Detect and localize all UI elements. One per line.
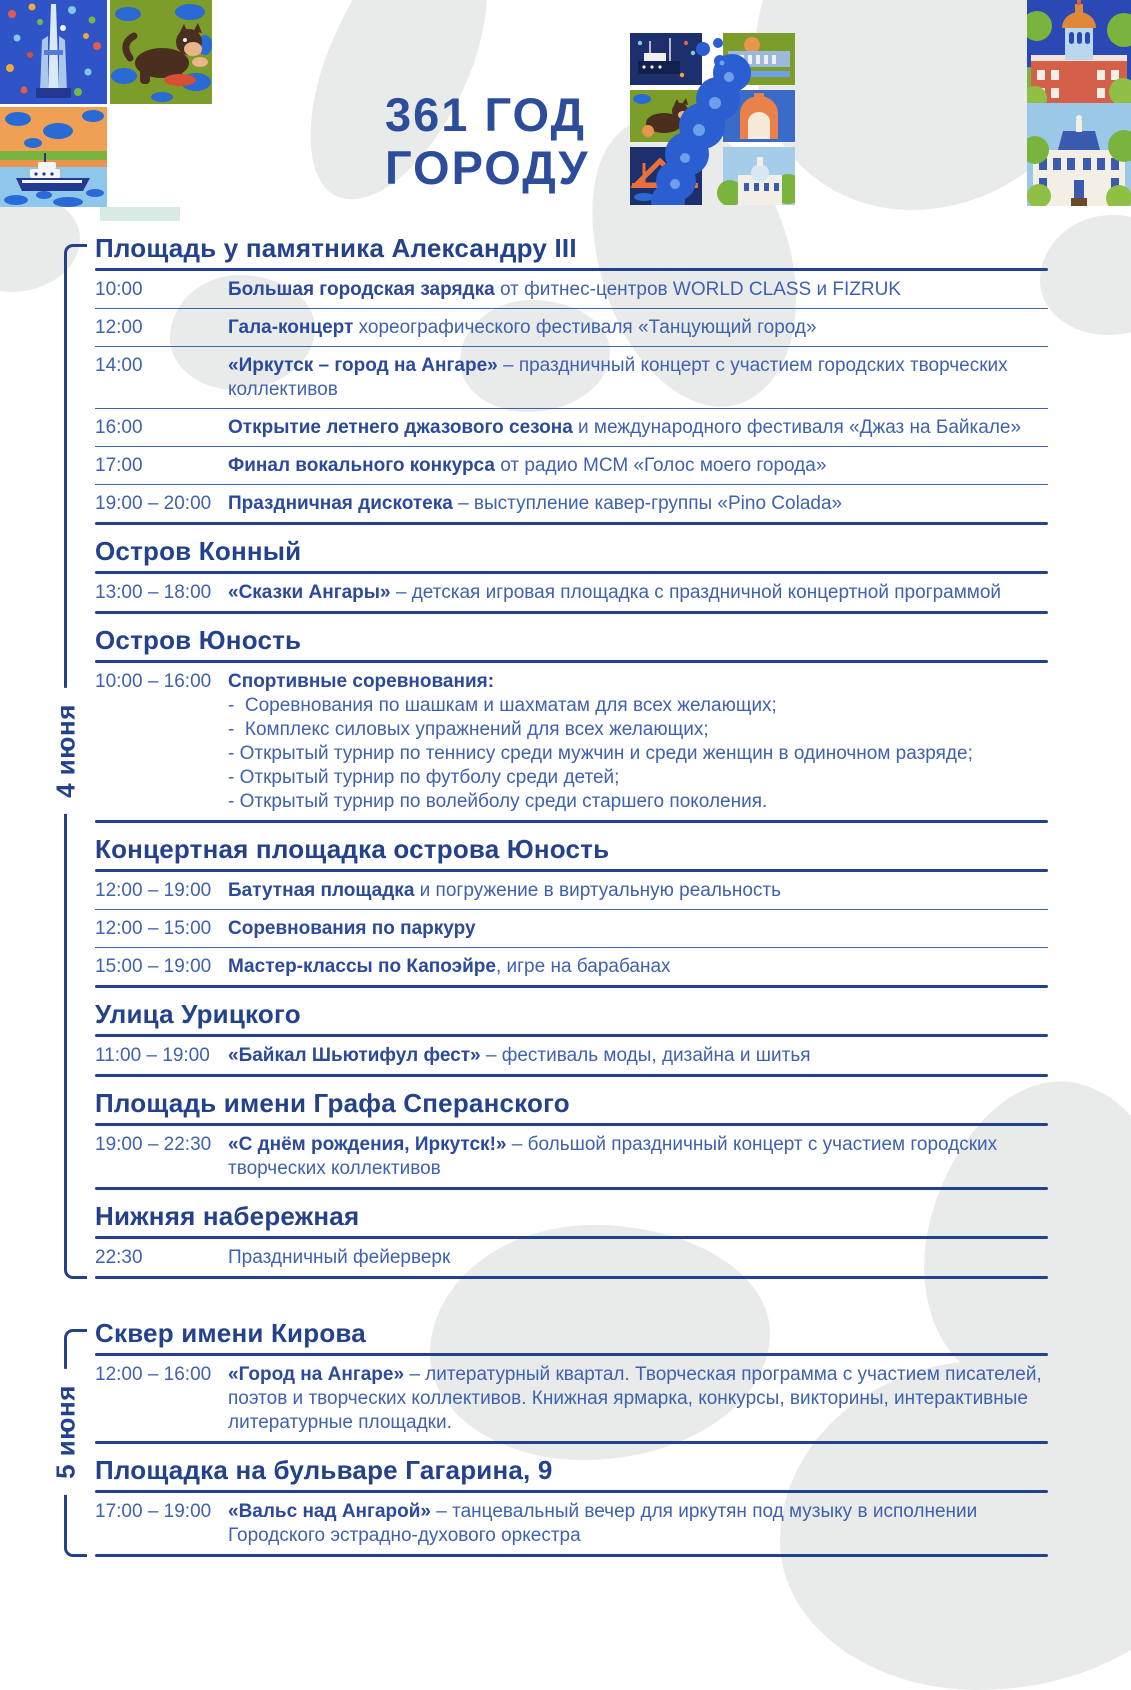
event-description: хореографического фестиваля «Танцующий город» bbox=[353, 316, 817, 338]
event-description: от радио МСМ «Голос моего города» bbox=[494, 454, 827, 476]
event-text bbox=[228, 416, 1048, 440]
event-row bbox=[95, 485, 1048, 522]
river-city-collage-illustration bbox=[630, 33, 795, 205]
header bbox=[0, 0, 1131, 222]
event-text bbox=[228, 278, 1048, 302]
event-row bbox=[95, 1239, 1048, 1276]
fireworks-monument-illustration bbox=[0, 0, 107, 104]
event-text bbox=[228, 581, 1048, 605]
background-blob bbox=[1040, 215, 1131, 335]
poster-title-line2: ГОРОДУ bbox=[385, 141, 590, 194]
event-description: – литературный квартал. Творческая программа с участием писателей, поэтов и творческих коллективов. Книжная ярмарка, конкурсы, викторины, интерактивные литературные площадки. bbox=[228, 1363, 1042, 1433]
event-row bbox=[95, 1037, 1048, 1074]
event-row bbox=[95, 574, 1048, 611]
poster-title-line1: 361 ГОД bbox=[385, 88, 586, 141]
event-name: Гала-концерт bbox=[228, 316, 354, 338]
program bbox=[50, 222, 1048, 1557]
event-text bbox=[228, 1133, 1048, 1181]
event-time: 17:00 – 19:00 bbox=[95, 1500, 212, 1522]
event-time: 11:00 – 19:00 bbox=[95, 1044, 210, 1066]
illustration-left-collage bbox=[0, 0, 215, 210]
event-row bbox=[95, 663, 1048, 820]
event-row bbox=[95, 872, 1048, 909]
venue-title: Нижняя набережная bbox=[95, 1201, 360, 1231]
event-description: – фестиваль моды, дизайна и шитья bbox=[480, 1044, 811, 1066]
event-row bbox=[95, 271, 1048, 308]
event-time: 14:00 bbox=[95, 354, 143, 376]
event-description: – праздничный концерт с участием городских творческих коллективов bbox=[228, 354, 1008, 400]
day-block bbox=[50, 222, 1048, 1279]
event-description: , игре на барабанах bbox=[495, 955, 671, 977]
event-text bbox=[228, 1246, 1048, 1270]
venue-title: Площадь у памятника Александру III bbox=[95, 233, 577, 263]
event-name: «Байкал Шьютифул фест» bbox=[228, 1044, 481, 1066]
event-text bbox=[228, 1500, 1048, 1548]
event-description: Праздничный фейерверк bbox=[228, 1246, 451, 1268]
event-time: 12:00 – 15:00 bbox=[95, 917, 212, 939]
event-name: «Сказки Ангары» bbox=[228, 581, 391, 603]
event-time: 10:00 – 16:00 bbox=[95, 670, 212, 692]
venue-section bbox=[95, 988, 1048, 1077]
event-row bbox=[95, 1126, 1048, 1187]
venue-title: Площадка на бульваре Гагарина, 9 bbox=[95, 1455, 553, 1485]
venue-title: Площадь имени Графа Сперанского bbox=[95, 1088, 570, 1118]
day-label: 4 июня bbox=[45, 688, 88, 814]
poster-title bbox=[385, 88, 590, 194]
event-row bbox=[95, 1356, 1048, 1441]
event-detail-list bbox=[228, 694, 1048, 814]
event-time: 12:00 – 19:00 bbox=[95, 879, 212, 901]
event-name: «С днём рождения, Иркутск!» bbox=[228, 1133, 507, 1155]
event-time: 13:00 – 18:00 bbox=[95, 581, 212, 603]
day-block bbox=[50, 1307, 1048, 1557]
venue-section bbox=[95, 1307, 1048, 1444]
event-time: 17:00 bbox=[95, 454, 143, 476]
venue-section bbox=[95, 525, 1048, 614]
event-detail-item: - Комплекс силовых упражнений для всех желающих; bbox=[228, 718, 709, 740]
event-name: Финал вокального конкурса bbox=[228, 454, 495, 476]
event-time: 19:00 – 22:30 bbox=[95, 1133, 212, 1155]
event-name: Большая городская зарядка bbox=[228, 278, 495, 300]
event-time: 22:30 bbox=[95, 1246, 143, 1268]
event-text bbox=[228, 316, 1048, 340]
event-name: Соревнования по паркуру bbox=[228, 917, 476, 939]
event-row bbox=[95, 447, 1048, 484]
event-time: 10:00 bbox=[95, 278, 143, 300]
event-description: и международного фестиваля «Джаз на Байкале» bbox=[572, 416, 1022, 438]
event-row bbox=[95, 1493, 1048, 1554]
venue-section bbox=[95, 1190, 1048, 1279]
event-description: – выступление кавер-группы «Pino Colada» bbox=[452, 492, 843, 514]
venue-title: Остров Конный bbox=[95, 536, 302, 566]
event-row bbox=[95, 309, 1048, 346]
event-row bbox=[95, 910, 1048, 947]
event-name: Праздничная дискотека bbox=[228, 492, 453, 514]
event-description: от фитнес-центров WORLD CLASS и FIZRUK bbox=[494, 278, 901, 300]
venue-title: Улица Урицкого bbox=[95, 999, 301, 1029]
venue-section bbox=[95, 823, 1048, 988]
venue-title: Концертная площадка острова Юность bbox=[95, 834, 610, 864]
event-description: – танцевальный вечер для иркутян под музыку в исполнении Городского эстрадно-духового оркестра bbox=[228, 1500, 978, 1546]
event-name: «Город на Ангаре» bbox=[228, 1363, 405, 1385]
event-detail-item: - Открытый турнир по волейболу среди старшего поколения. bbox=[228, 790, 768, 812]
event-detail-item: - Открытый турнир по футболу среди детей; bbox=[228, 766, 620, 788]
divider-thick bbox=[95, 1554, 1048, 1557]
event-name: Открытие летнего джазового сезона bbox=[228, 416, 573, 438]
event-text bbox=[228, 879, 1048, 903]
event-text bbox=[228, 1363, 1048, 1435]
venue-section bbox=[95, 1444, 1048, 1557]
event-text bbox=[228, 492, 1048, 516]
event-text bbox=[228, 354, 1048, 402]
venue-section bbox=[95, 614, 1048, 823]
divider-thick bbox=[95, 1276, 1048, 1279]
event-row bbox=[95, 409, 1048, 446]
event-row bbox=[95, 347, 1048, 408]
event-detail-item: - Открытый турнир по теннису среди мужчин и среди женщин в одиночном разряде; bbox=[228, 742, 973, 764]
day-label: 5 июня bbox=[45, 1369, 88, 1495]
event-name: «Вальс над Ангарой» bbox=[228, 1500, 431, 1522]
venue-section bbox=[95, 222, 1048, 525]
event-text bbox=[228, 917, 1048, 941]
event-row bbox=[95, 948, 1048, 985]
river-ship-illustration bbox=[0, 107, 107, 207]
event-time: 16:00 bbox=[95, 416, 143, 438]
venue-title: Остров Юность bbox=[95, 625, 302, 655]
event-detail-item: - Соревнования по шашкам и шахматам для всех желающих; bbox=[228, 694, 777, 716]
event-name: «Иркутск – город на Ангаре» bbox=[228, 354, 498, 376]
mint-strip-decor bbox=[100, 207, 180, 221]
event-name: Батутная площадка bbox=[228, 879, 415, 901]
venue-title: Сквер имени Кирова bbox=[95, 1318, 366, 1348]
event-text bbox=[228, 670, 1048, 814]
event-name: Мастер-классы по Капоэйре bbox=[228, 955, 496, 977]
event-time: 15:00 – 19:00 bbox=[95, 955, 212, 977]
event-text bbox=[228, 1044, 1048, 1068]
event-time: 19:00 – 20:00 bbox=[95, 492, 212, 514]
event-description: – большой праздничный концерт с участием городских творческих коллективов bbox=[228, 1133, 998, 1179]
illustration-right-buildings bbox=[1027, 0, 1131, 206]
event-name: Спортивные соревнования: bbox=[228, 670, 495, 692]
event-text bbox=[228, 454, 1048, 478]
event-description: и погружение в виртуальную реальность bbox=[414, 879, 781, 901]
venue-section bbox=[95, 1077, 1048, 1190]
babr-cat-illustration bbox=[110, 0, 212, 104]
event-time: 12:00 bbox=[95, 316, 143, 338]
event-text bbox=[228, 955, 1048, 979]
event-time: 12:00 – 16:00 bbox=[95, 1363, 212, 1385]
event-description: – детская игровая площадка с праздничной концертной программой bbox=[390, 581, 1002, 603]
